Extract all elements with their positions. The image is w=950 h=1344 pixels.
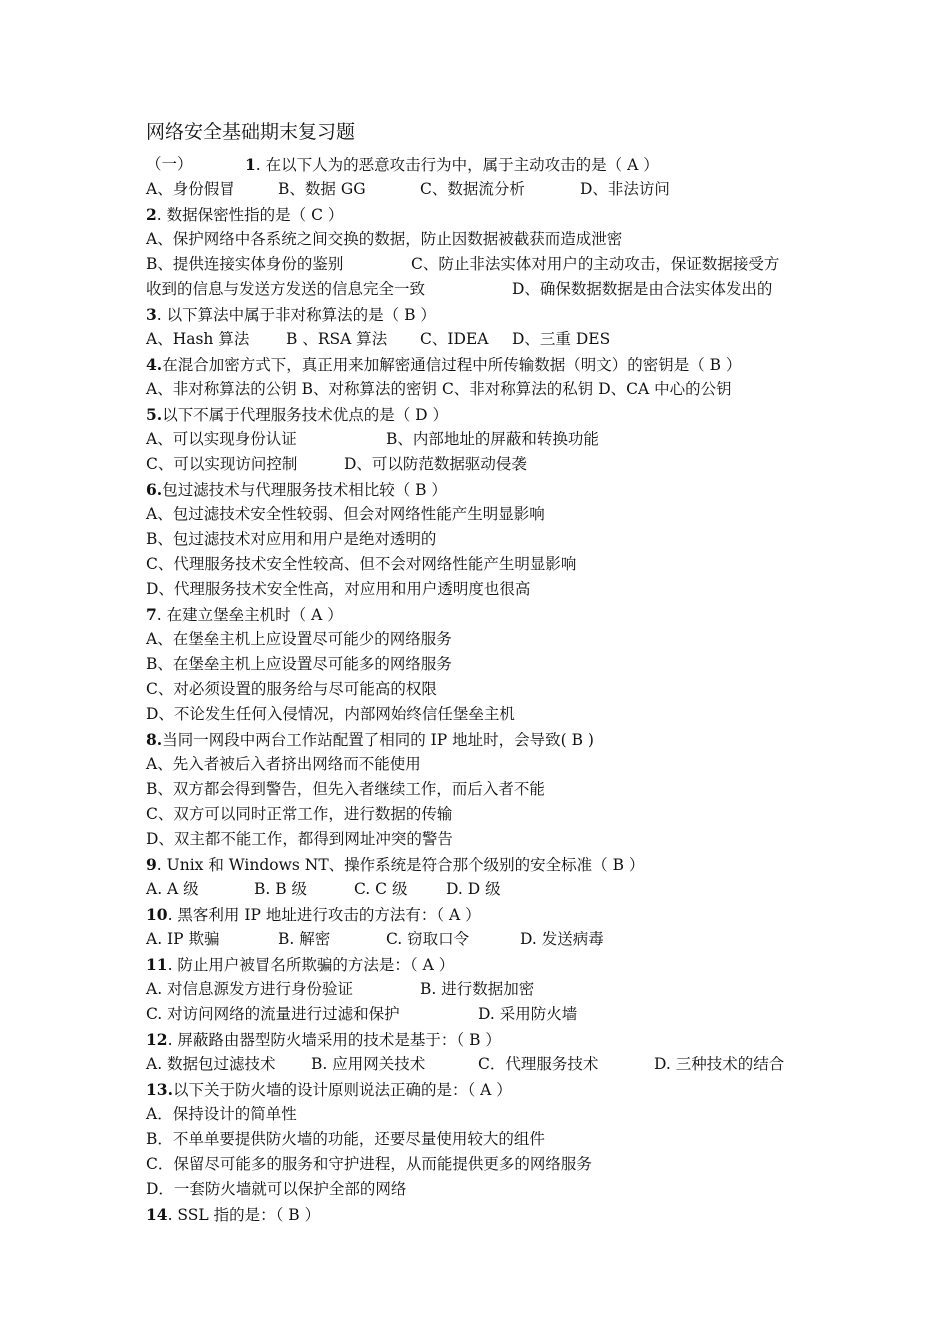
segment-text: . Unix 和 Windows NT、操作系统是符合那个级别的安全标准（ B ）	[156, 856, 645, 874]
text-segment	[286, 327, 387, 352]
text-segment	[146, 1202, 320, 1228]
segment-text: B、双方都会得到警告，但先入者继续工作，而后入者不能	[146, 780, 545, 798]
text-segment	[386, 927, 469, 952]
segment-text: B. 应用网关技术	[311, 1055, 426, 1073]
question-number: 14	[146, 1205, 168, 1224]
segment-text: B、包过滤技术对应用和用户是绝对透明的	[146, 530, 437, 548]
segment-text: D. 三种技术的结合	[654, 1055, 785, 1073]
segment-text: A. IP 欺骗	[146, 930, 220, 948]
question-number: 8.	[146, 730, 163, 749]
text-segment	[146, 627, 452, 652]
text-segment	[146, 702, 515, 727]
segment-text: C、IDEA	[420, 330, 489, 348]
segment-text: B. 解密	[278, 930, 331, 948]
segment-text: C. 对访问网络的流量进行过滤和保护	[146, 1005, 400, 1023]
text-segment	[146, 527, 436, 552]
text-segment	[146, 827, 453, 852]
segment-text: 以下关于防火墙的设计原则说法正确的是：（ A ）	[172, 1081, 512, 1099]
segment-text: A、保护网络中各系统之间交换的数据，防止因数据被截获而造成泄密	[146, 230, 623, 248]
text-segment	[146, 902, 481, 928]
text-segment	[146, 977, 353, 1002]
segment-text: C. 窃取口令	[386, 930, 470, 948]
text-segment	[245, 152, 659, 178]
text-segment	[520, 927, 604, 952]
segment-text: A、包过滤技术安全性较弱、但会对网络性能产生明显影响	[146, 505, 545, 523]
segment-text: . 数据保密性指的是（ C ）	[156, 206, 344, 224]
text-segment	[146, 1152, 592, 1177]
segment-text: . 在建立堡垒主机时（ A ）	[156, 606, 343, 624]
text-segment	[146, 177, 235, 202]
segment-text: C．保留尽可能多的服务和守护进程，从而能提供更多的网络服务	[146, 1155, 592, 1173]
text-segment	[354, 877, 407, 902]
question-number: 4.	[146, 355, 163, 374]
segment-text: 包过滤技术与代理服务技术相比较（ B ）	[162, 481, 447, 499]
segment-text: A. 数据包过滤技术	[146, 1055, 276, 1073]
question-number: 6.	[146, 480, 163, 499]
text-segment	[146, 1052, 276, 1077]
text-segment	[146, 427, 297, 452]
segment-text: B. B 级	[254, 880, 308, 898]
text-segment	[146, 952, 454, 978]
text-segment	[146, 402, 448, 428]
segment-text: . 防止用户被冒名所欺骗的方法是：（ A ）	[167, 956, 455, 974]
question-number: 12	[146, 1030, 168, 1049]
segment-text: C．代理服务技术	[478, 1055, 599, 1073]
text-segment	[478, 1052, 598, 1077]
text-segment	[146, 477, 447, 503]
segment-text: D．一套防火墙就可以保护全部的网络	[146, 1180, 407, 1198]
text-segment	[146, 252, 343, 277]
question-number: 2	[146, 205, 157, 224]
segment-text: C、代理服务技术安全性较高、但不会对网络性能产生明显影响	[146, 555, 577, 573]
segment-text: D. 发送病毒	[520, 930, 604, 948]
segment-text: C、可以实现访问控制	[146, 455, 298, 473]
segment-text: C、防止非法实体对用户的主动攻击，保证数据接受方	[411, 255, 780, 273]
text-segment	[411, 252, 779, 277]
question-number: 1	[245, 155, 256, 174]
segment-text: （一）	[146, 155, 193, 173]
segment-text: B 、RSA 算法	[286, 330, 388, 348]
segment-text: A．保持设计的简单性	[146, 1105, 297, 1123]
segment-text: A、先入者被后入者挤出网络而不能使用	[146, 755, 421, 773]
segment-text: . 黑客利用 IP 地址进行攻击的方法有：（ A ）	[167, 906, 481, 924]
question-number: 3	[146, 305, 157, 324]
text-segment	[146, 327, 249, 352]
text-segment	[146, 652, 452, 677]
text-segment	[386, 427, 599, 452]
question-number: 9	[146, 855, 157, 874]
question-number: 10	[146, 905, 168, 924]
text-segment	[146, 1077, 512, 1103]
segment-text: D. D 级	[446, 880, 501, 898]
text-segment	[146, 502, 545, 527]
text-segment	[420, 977, 534, 1002]
text-segment	[146, 577, 530, 602]
text-segment	[146, 1102, 297, 1127]
question-number: 13.	[146, 1080, 173, 1099]
text-segment	[446, 877, 501, 902]
segment-text: D、不论发生任何入侵情况，内部网始终信任堡垒主机	[146, 705, 515, 723]
text-segment	[146, 927, 220, 952]
text-segment	[146, 802, 452, 827]
text-segment	[146, 727, 594, 753]
segment-text: D、可以防范数据驱动侵袭	[344, 455, 527, 473]
segment-text: . 屏蔽路由器型防火墙采用的技术是基于：（ B ）	[167, 1031, 501, 1049]
segment-text: 在混合加密方式下，真正用来加解密通信过程中所传输数据（明文）的密钥是（ B ）	[162, 356, 742, 374]
text-segment	[311, 1052, 425, 1077]
segment-text: D、确保数据数据是由合法实体发出的	[512, 280, 773, 298]
segment-text: B、提供连接实体身份的鉴别	[146, 255, 344, 273]
text-segment	[344, 452, 527, 477]
segment-text: 当同一网段中两台工作站配置了相同的 IP 地址时，会导致( B )	[162, 731, 594, 749]
segment-text: . 以下算法中属于非对称算法的是（ B ）	[156, 306, 436, 324]
segment-text: A. 对信息源发方进行身份验证	[146, 980, 354, 998]
text-segment	[146, 452, 297, 477]
text-segment	[512, 327, 610, 352]
segment-text: C、数据流分析	[420, 180, 525, 198]
text-segment	[146, 377, 732, 402]
segment-text: B. 进行数据加密	[420, 980, 535, 998]
text-segment	[146, 1027, 501, 1053]
text-segment	[146, 777, 545, 802]
text-segment	[146, 877, 199, 902]
text-segment	[146, 352, 741, 378]
text-segment	[146, 752, 421, 777]
text-segment	[420, 177, 525, 202]
text-segment	[146, 227, 622, 252]
text-segment	[146, 1177, 406, 1202]
segment-text: D、代理服务技术安全性高，对应用和用户透明度也很高	[146, 580, 531, 598]
text-segment	[278, 927, 330, 952]
segment-text: B、内部地址的屏蔽和转换功能	[386, 430, 599, 448]
segment-text: D、三重 DES	[512, 330, 611, 348]
segment-text: B．不单单要提供防火墙的功能，还要尽量使用较大的组件	[146, 1130, 545, 1148]
text-segment	[146, 1002, 400, 1027]
segment-text: A. A 级	[146, 880, 199, 898]
text-segment	[146, 202, 343, 228]
segment-text: A、可以实现身份认证	[146, 430, 297, 448]
segment-text: . SSL 指的是：（ B ）	[167, 1206, 321, 1224]
text-segment	[478, 1002, 577, 1027]
text-segment	[146, 552, 576, 577]
page-title: 网络安全基础期末复习题	[146, 121, 356, 143]
text-segment	[146, 677, 437, 702]
text-segment	[146, 302, 436, 328]
question-number: 11	[146, 955, 168, 974]
segment-text: C. C 级	[354, 880, 408, 898]
segment-text: C、双方可以同时正常工作，进行数据的传输	[146, 805, 453, 823]
text-segment	[278, 177, 366, 202]
text-segment	[420, 327, 488, 352]
question-number: 7	[146, 605, 157, 624]
segment-text: B、在堡垒主机上应设置尽可能多的网络服务	[146, 655, 452, 673]
segment-text: A、在堡垒主机上应设置尽可能少的网络服务	[146, 630, 452, 648]
text-segment	[654, 1052, 784, 1077]
segment-text: D. 采用防火墙	[478, 1005, 578, 1023]
question-number: 5.	[146, 405, 163, 424]
text-segment	[146, 152, 193, 177]
segment-text: 以下不属于代理服务技术优点的是（ D ）	[162, 406, 448, 424]
text-segment	[146, 852, 644, 878]
text-segment	[146, 277, 425, 302]
segment-text: D、双主都不能工作，都得到网址冲突的警告	[146, 830, 453, 848]
segment-text: . 在以下人为的恶意攻击行为中，属于主动攻击的是（ A ）	[255, 156, 659, 174]
segment-text: B、数据 GG	[278, 180, 366, 198]
segment-text: C、对必须设置的服务给与尽可能高的权限	[146, 680, 437, 698]
segment-text: D、非法访问	[580, 180, 670, 198]
text-segment	[146, 1127, 545, 1152]
text-segment	[580, 177, 670, 202]
text-segment	[512, 277, 772, 302]
segment-text: A、Hash 算法	[146, 330, 250, 348]
text-segment	[254, 877, 307, 902]
segment-text: 收到的信息与发送方发送的信息完全一致	[146, 280, 426, 298]
segment-text: A、身份假冒	[146, 180, 235, 198]
segment-text: A、非对称算法的公钥 B、对称算法的密钥 C、非对称算法的私钥 D、CA 中心的公钥	[146, 380, 732, 398]
text-segment	[146, 602, 343, 628]
